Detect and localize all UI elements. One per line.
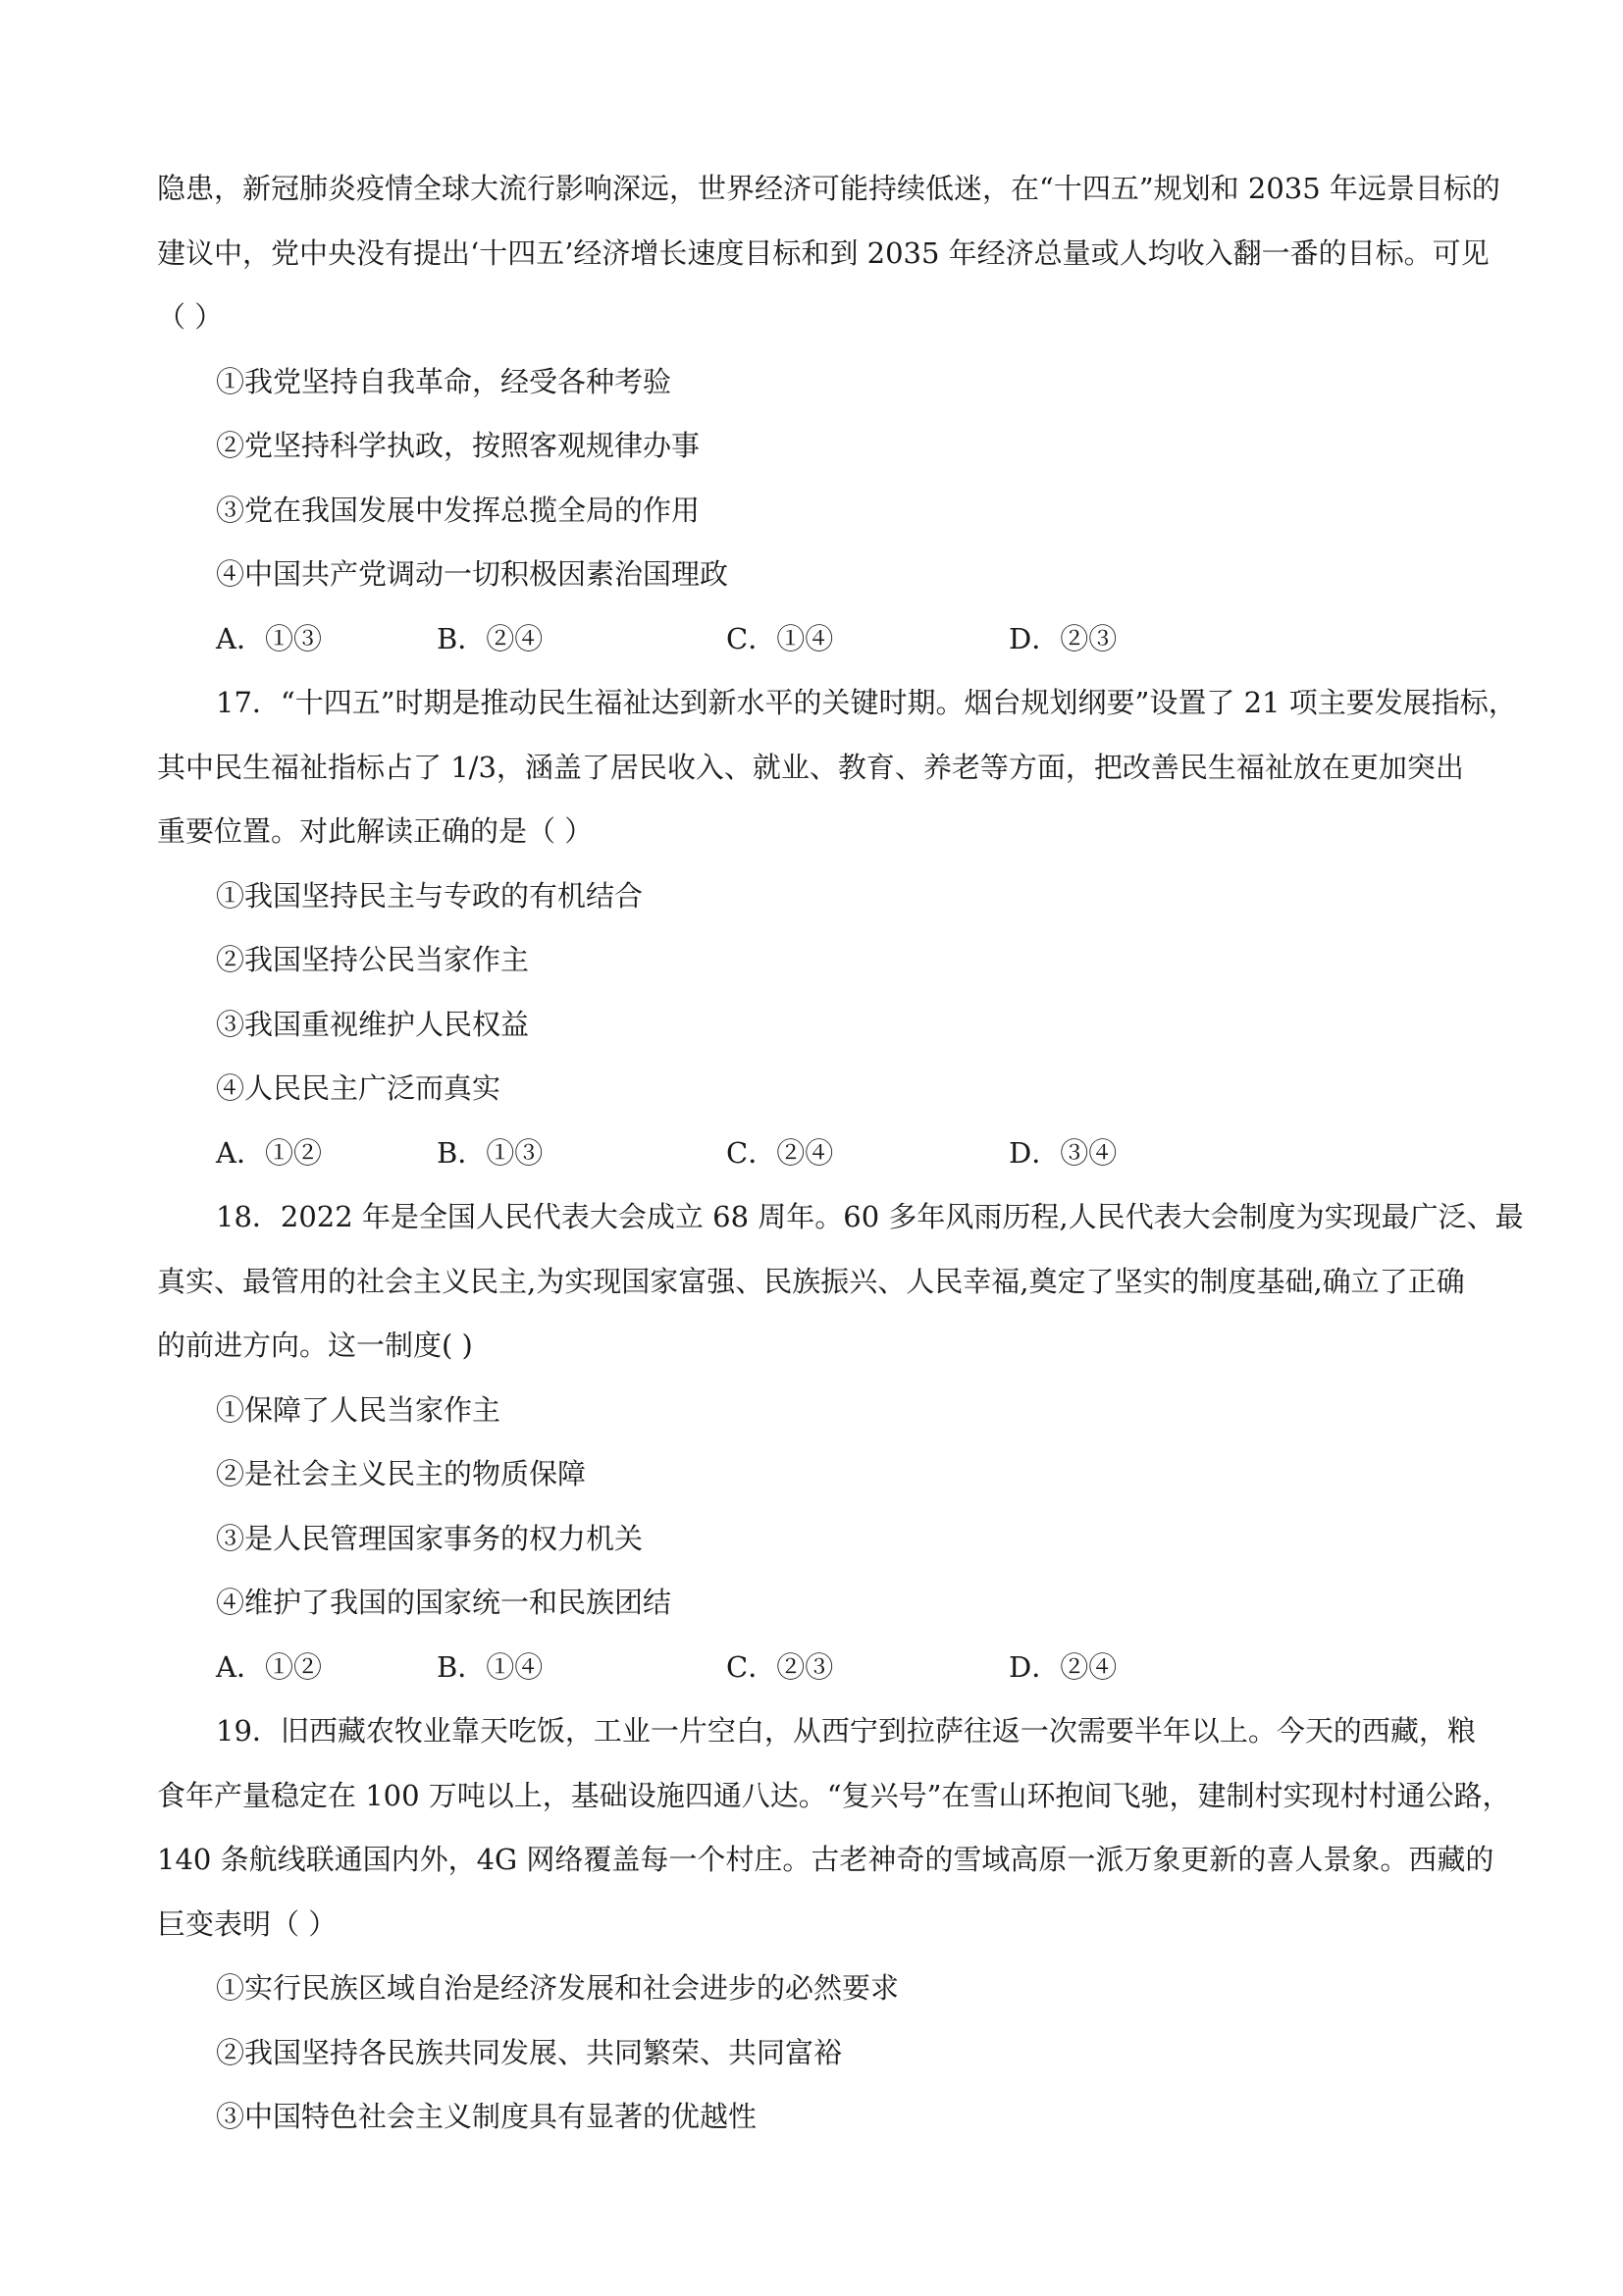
statement-item: ④维护了我国的国家统一和民族团结 [216, 1586, 672, 1619]
statement-item: ②是社会主义民主的物质保障 [216, 1457, 587, 1490]
option-d: D．②③ [1009, 621, 1118, 655]
statement-item: ③我国重视维护人民权益 [216, 1007, 530, 1041]
question-stem-line: 19．旧西藏农牧业靠天吃饭，工业一片空白，从西宁到拉萨往返一次需要半年以上。今天的西藏，粮 [216, 1714, 1476, 1748]
question-18 [157, 1185, 1524, 1699]
option-d: D．③④ [1009, 1135, 1118, 1170]
statement-item: ④中国共产党调动一切积极因素治国理政 [216, 557, 729, 591]
option-c: C．②④ [726, 1135, 834, 1170]
question-stem-line: 隐患，新冠肺炎疫情全球大流行影响深远，世界经济可能持续低迷，在“十四五”规划和 2035 年远景目标的 [157, 172, 1500, 205]
option-a: A．①② [216, 1135, 322, 1170]
question-stem-line: 的前进方向。这一制度( ) [157, 1329, 473, 1362]
question-16 [157, 157, 1500, 671]
option-d: D．②④ [1009, 1649, 1118, 1684]
option-c: C．②③ [726, 1649, 834, 1684]
statement-item: ②党坚持科学执政，按照客观规律办事 [216, 429, 701, 462]
option-b: B．①③ [437, 1135, 544, 1170]
option-a: A．①③ [216, 621, 322, 655]
question-stem-line: 建议中，党中央没有提出‘十四五’经济增长速度目标和到 2035 年经济总量或人均收入翻一番的目标。可见 [157, 235, 1490, 270]
statement-item: ①我党坚持自我革命，经受各种考验 [216, 364, 672, 398]
option-b: B．②④ [437, 621, 544, 655]
answer-options [157, 1636, 1482, 1700]
question-stem-line: 18．2022 年是全国人民代表大会成立 68 周年。60 多年风雨历程,人民代表大会制度为实现最广泛、最 [216, 1200, 1524, 1233]
statement-item: ③是人民管理国家事务的权力机关 [216, 1521, 644, 1555]
statement-item: ②我国坚持各民族共同发展、共同繁荣、共同富裕 [216, 2035, 843, 2069]
question-stem-line: 巨变表明（ ） [157, 1906, 338, 1941]
option-b: B．①④ [437, 1649, 544, 1684]
answer-options [157, 607, 1482, 672]
statement-item: ③中国特色社会主义制度具有显著的优越性 [216, 2100, 758, 2133]
statement-item: ①实行民族区域自治是经济发展和社会进步的必然要求 [216, 1971, 900, 2005]
option-c: C．①④ [726, 621, 834, 655]
question-17 [157, 671, 1517, 1185]
question-stem-line: 真实、最管用的社会主义民主,为实现国家富强、民族振兴、人民幸福,奠定了坚实的制度基础,确立了正确 [157, 1264, 1465, 1298]
statement-item: ②我国坚持公民当家作主 [216, 943, 530, 976]
statement-item: ①我国坚持民主与专政的有机结合 [216, 878, 644, 913]
option-a: A．①② [216, 1649, 322, 1684]
question-stem-line: 140 条航线联通国内外，4G 网络覆盖每一个村庄。古老神奇的雪域高原一派万象更新的喜人景象。西藏的 [157, 1843, 1494, 1876]
question-stem-line: 重要位置。对此解读正确的是（ ） [157, 814, 594, 848]
answer-options [157, 1122, 1482, 1186]
question-stem-line: （ ） [157, 300, 224, 334]
question-stem-line: 其中民生福祉指标占了 1/3，涵盖了居民收入、就业、教育、养老等方面，把改善民生福祉放在更加突出 [157, 750, 1464, 784]
statement-item: ③党在我国发展中发挥总揽全局的作用 [216, 493, 701, 527]
question-stem-line: 17．“十四五”时期是推动民生福祉达到新水平的关键时期。烟台规划纲要”设置了 21 项主要发展指标， [216, 686, 1517, 719]
statement-item: ④人民民主广泛而真实 [216, 1071, 501, 1105]
question-19 [157, 1699, 1511, 2150]
page-content [157, 157, 1524, 2150]
statement-item: ①保障了人民当家作主 [216, 1392, 501, 1427]
question-stem-line: 食年产量稳定在 100 万吨以上，基础设施四通八达。“复兴号”在雪山环抱间飞驰，建制村实现村村通公路， [157, 1778, 1511, 1812]
